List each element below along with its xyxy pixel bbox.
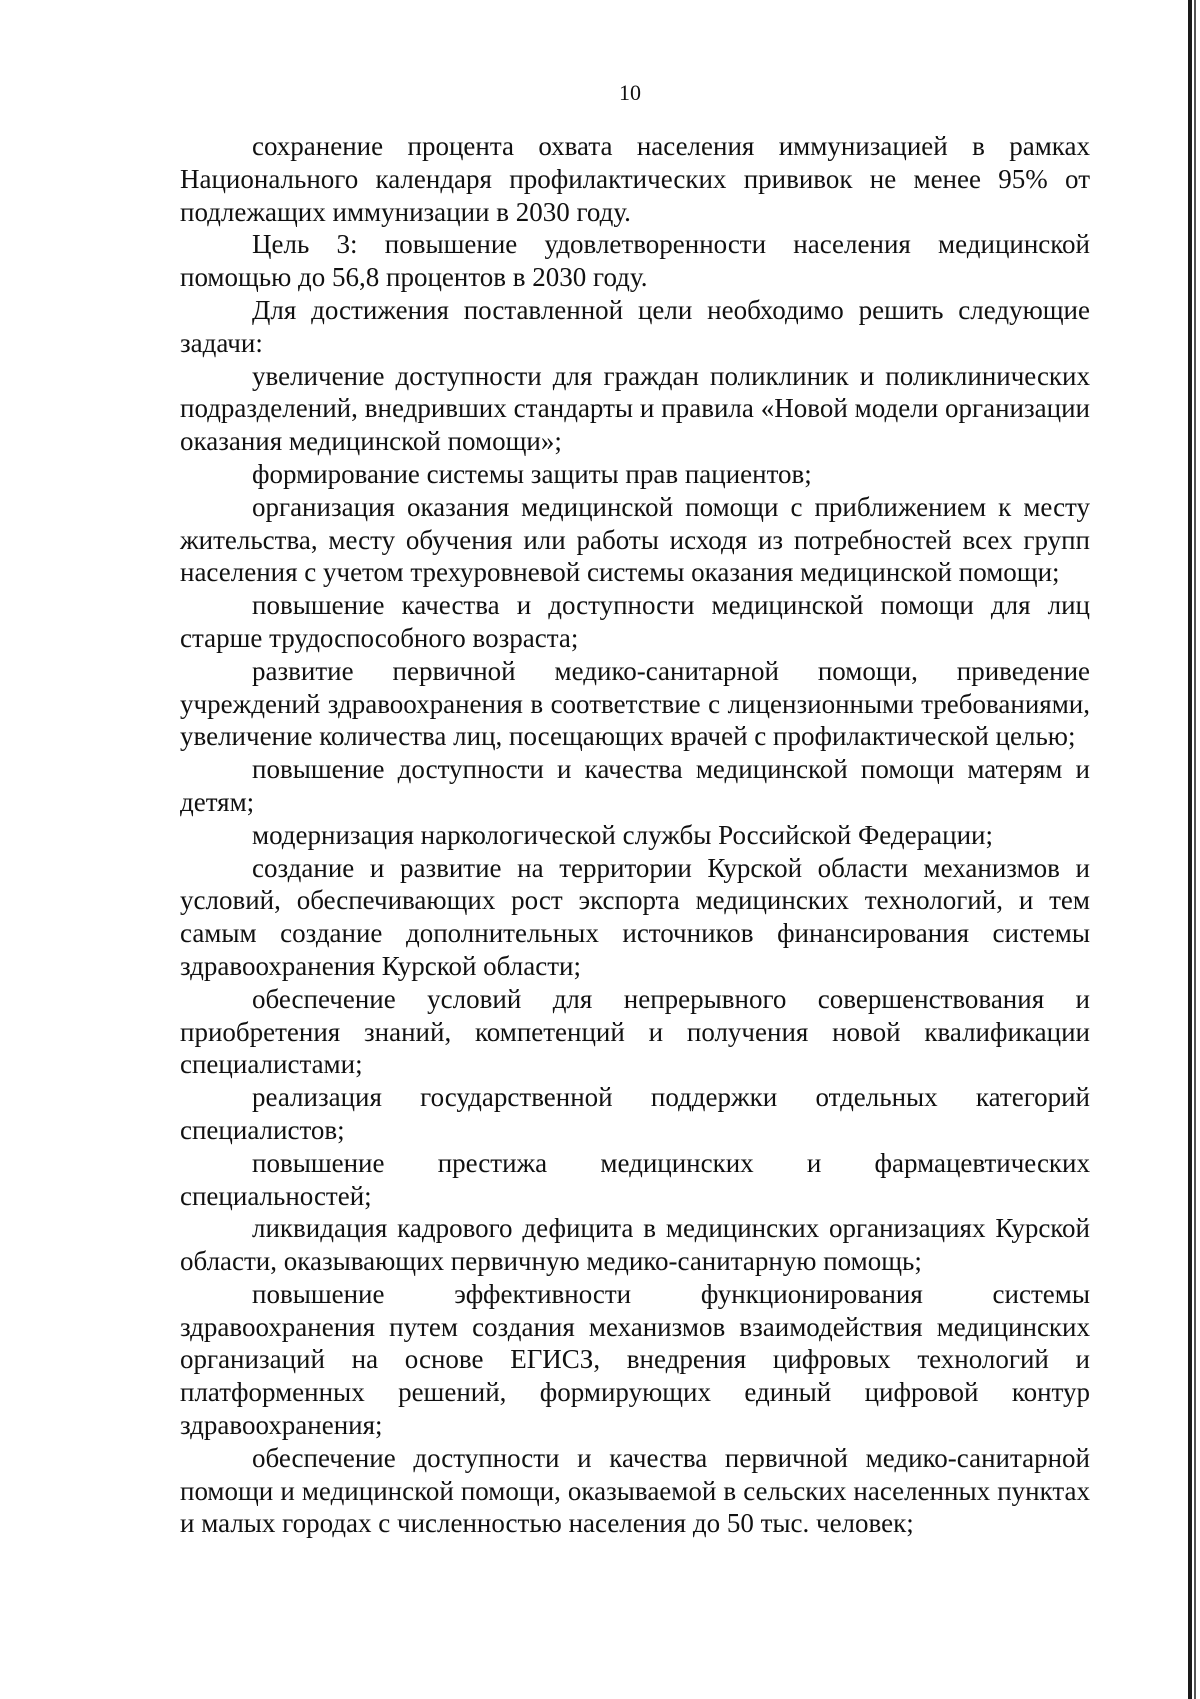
scan-edge [1188, 0, 1192, 1699]
paragraph: повышение эффективности функционирования системы здравоохранения путем создания механизмов взаимодействия медицинских организаций на основе ЕГИСЗ, внедрения цифровых технологий и платформенных решений, формирующих единый цифровой контур здравоохранения; [180, 1278, 1090, 1441]
document-body [180, 130, 1090, 1540]
paragraph: увеличение доступности для граждан поликлиник и поликлинических подразделений, внедривших стандарты и правила «Новой модели организации оказания медицинской помощи»; [180, 360, 1090, 457]
paragraph: реализация государственной поддержки отдельных категорий специалистов; [180, 1082, 1090, 1145]
paragraph: обеспечение доступности и качества первичной медико-санитарной помощи и медицинской помощи, оказываемой в сельских населенных пунктах и малых городах с численностью населения до 50 тыс. человек; [180, 1442, 1090, 1539]
page-number: 10 [619, 80, 641, 105]
paragraph: Для достижения поставленной цели необходимо решить следующие задачи: [180, 294, 1090, 358]
paragraph: создание и развитие на территории Курской области механизмов и условий, обеспечивающих рост экспорта медицинских технологий, и тем самым создание дополнительных источников финансирования системы здравоохранения Курской области; [180, 852, 1090, 981]
paragraph: Цель 3: повышение удовлетворенности населения медицинской помощью до 56,8 процентов в 2030 году. [180, 229, 1090, 293]
scan-edge-shadow [1194, 0, 1196, 1699]
paragraph: модернизация наркологической службы Российской Федерации; [252, 819, 993, 850]
paragraph: формирование системы защиты прав пациентов; [252, 458, 812, 489]
paragraph: повышение доступности и качества медицинской помощи матерям и детям; [180, 754, 1090, 817]
paragraph: повышение качества и доступности медицинской помощи для лиц старше трудоспособного возраста; [180, 590, 1090, 653]
paragraph: организация оказания медицинской помощи с приближением к месту жительства, месту обучения или работы исходя из потребностей всех групп населения с учетом трехуровневой системы оказания медицинской помощи; [180, 491, 1090, 588]
paragraph: развитие первичной медико-санитарной помощи, приведение учреждений здравоохранения в соответствие с лицензионными требованиями, увеличение количества лиц, посещающих врачей с профилактической целью; [180, 655, 1090, 752]
paragraph: ликвидация кадрового дефицита в медицинских организациях Курской области, оказывающих первичную медико-санитарную помощь; [180, 1213, 1090, 1277]
paragraph: повышение престижа медицинских и фармацевтических специальностей; [180, 1147, 1090, 1211]
paragraph: сохранение процента охвата населения иммунизацией в рамках Национального календаря профилактических прививок не менее 95% от подлежащих иммунизации в 2030 году. [180, 131, 1090, 227]
paragraph: обеспечение условий для непрерывного совершенствования и приобретения знаний, компетенций и получения новой квалификации специалистами; [180, 983, 1090, 1080]
